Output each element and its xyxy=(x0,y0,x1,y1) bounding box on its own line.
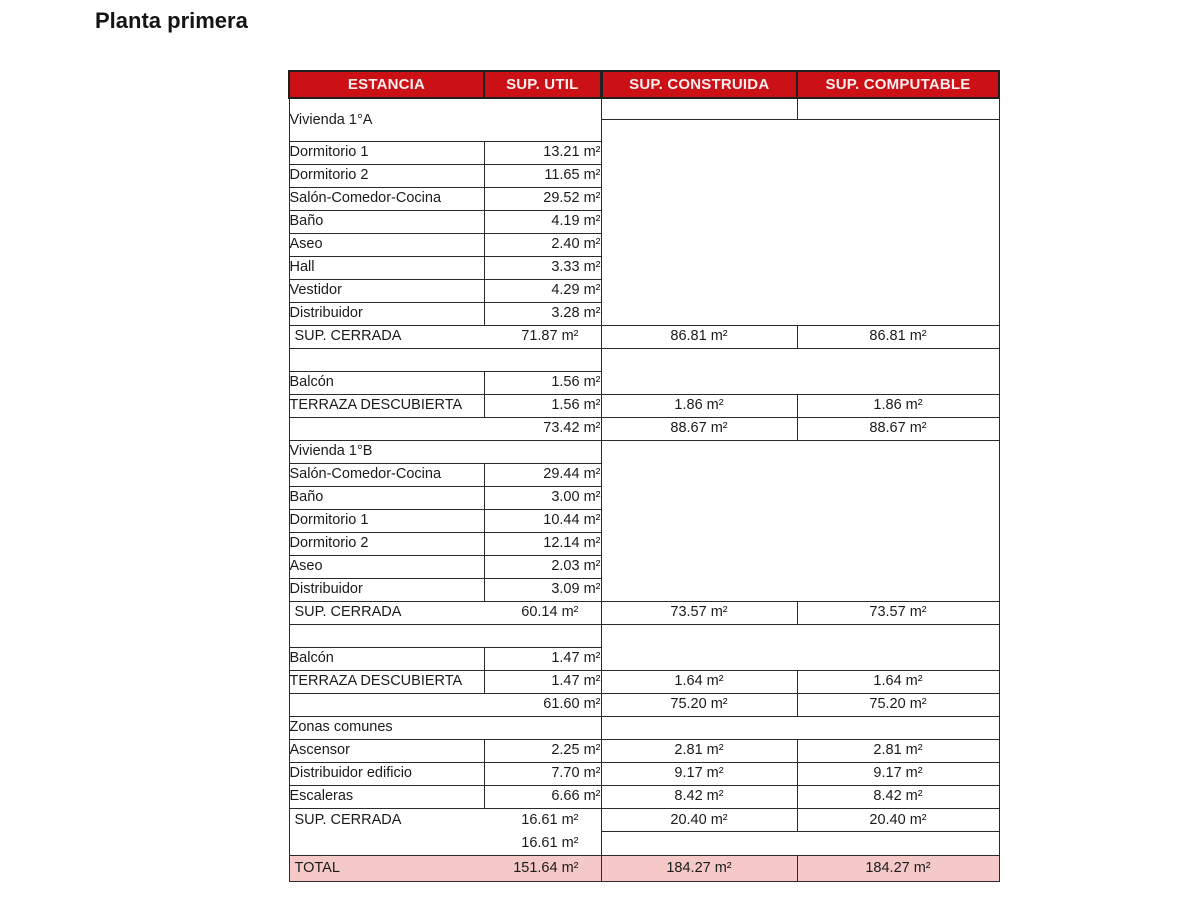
column-header-estancia: ESTANCIA xyxy=(289,71,484,98)
sum-value: 60.14 m² xyxy=(521,604,579,621)
empty-region-cell xyxy=(601,624,999,670)
empty-region-cell xyxy=(601,348,999,394)
table-row xyxy=(289,785,999,808)
sup-util-value-cell: 1.56 m² xyxy=(484,394,601,417)
area-value-cell: 1.64 m² xyxy=(797,670,999,693)
table-row xyxy=(289,762,999,785)
empty-cell xyxy=(601,832,999,856)
room-name-cell: Balcón xyxy=(289,371,484,394)
sup-util-value-cell: 12.14 m² xyxy=(484,532,601,555)
table-row xyxy=(289,670,999,693)
empty-cell xyxy=(797,98,999,119)
sup-util-value-cell: 4.29 m² xyxy=(484,279,601,302)
page-title: Planta primera xyxy=(95,8,248,33)
area-value-cell: 20.40 m² xyxy=(797,808,999,832)
sup-util-value-cell: 1.47 m² xyxy=(484,647,601,670)
room-name-cell: Distribuidor xyxy=(289,578,484,601)
empty-cell xyxy=(289,624,601,647)
room-name-cell: Distribuidor xyxy=(289,302,484,325)
table-row xyxy=(289,98,999,119)
room-name-cell: Ascensor xyxy=(289,739,484,762)
room-name-cell: Baño xyxy=(289,486,484,509)
area-value-cell: 8.42 m² xyxy=(601,785,797,808)
sup-util-value-cell: 7.70 m² xyxy=(484,762,601,785)
total-value-cell: 184.27 m² xyxy=(601,855,797,881)
room-name-cell: TERRAZA DESCUBIERTA xyxy=(289,670,484,693)
surface-areas-table xyxy=(288,70,1000,882)
table-row xyxy=(289,855,999,881)
table-row xyxy=(289,693,999,716)
table-row xyxy=(289,808,999,832)
room-name-cell: Salón-Comedor-Cocina xyxy=(289,187,484,210)
sum-value: 16.61 m² xyxy=(521,811,579,828)
room-name-cell: Balcón xyxy=(289,647,484,670)
column-header-sup-computable: SUP. COMPUTABLE xyxy=(797,71,999,98)
sup-util-value-cell: 29.44 m² xyxy=(484,463,601,486)
room-name-cell: Distribuidor edificio xyxy=(289,762,484,785)
table-row xyxy=(289,348,999,371)
room-name-cell: Baño xyxy=(289,210,484,233)
area-value-cell: 73.57 m² xyxy=(797,601,999,624)
area-value-cell: 75.20 m² xyxy=(601,693,797,716)
section-title-cell: Zonas comunes xyxy=(289,716,601,739)
sup-util-value-cell: 3.28 m² xyxy=(484,302,601,325)
room-name-cell: TERRAZA DESCUBIERTA xyxy=(289,394,484,417)
empty-region-cell xyxy=(601,119,999,325)
room-name-cell: Aseo xyxy=(289,555,484,578)
subtotal-value-cell: 73.42 m² xyxy=(289,417,601,440)
area-value-cell: 88.67 m² xyxy=(797,417,999,440)
area-value-cell: 1.64 m² xyxy=(601,670,797,693)
room-name-cell: Salón-Comedor-Cocina xyxy=(289,463,484,486)
sup-util-value-cell: 1.47 m² xyxy=(484,670,601,693)
sup-util-value-cell: 13.21 m² xyxy=(484,141,601,164)
subtotal-value-cell: 61.60 m² xyxy=(289,693,601,716)
column-header-sup-construida: SUP. CONSTRUIDA xyxy=(601,71,797,98)
empty-cell xyxy=(289,348,601,371)
sum-label: TOTAL xyxy=(294,859,340,876)
sup-util-value-cell: 2.25 m² xyxy=(484,739,601,762)
sup-util-value-cell: 1.56 m² xyxy=(484,371,601,394)
area-value-cell: 20.40 m² xyxy=(601,808,797,832)
sup-util-value-cell: 2.03 m² xyxy=(484,555,601,578)
area-value-cell: 88.67 m² xyxy=(601,417,797,440)
sup-util-value-cell: 29.52 m² xyxy=(484,187,601,210)
room-name-cell: Dormitorio 2 xyxy=(289,532,484,555)
room-name-cell: Dormitorio 1 xyxy=(289,141,484,164)
area-value-cell: 8.42 m² xyxy=(797,785,999,808)
section-title-cell: Vivienda 1°B xyxy=(289,440,601,463)
area-value-cell: 86.81 m² xyxy=(797,325,999,348)
room-name-cell: Dormitorio 2 xyxy=(289,164,484,187)
total-value-cell: 184.27 m² xyxy=(797,855,999,881)
sup-util-value-cell: 11.65 m² xyxy=(484,164,601,187)
table-body xyxy=(289,98,999,881)
sum-value: 151.64 m² xyxy=(513,859,579,876)
sup-util-value-cell: 4.19 m² xyxy=(484,210,601,233)
sup-util-value-cell: 3.00 m² xyxy=(484,486,601,509)
area-value-cell: 1.86 m² xyxy=(797,394,999,417)
empty-cell xyxy=(601,716,999,739)
table-row xyxy=(289,624,999,647)
sum-closed-row-cell xyxy=(289,601,601,624)
area-value-cell: 75.20 m² xyxy=(797,693,999,716)
area-value-cell: 73.57 m² xyxy=(601,601,797,624)
column-header-sup-util: SUP. UTIL xyxy=(484,71,601,98)
sum-label: SUP. CERRADA xyxy=(294,604,402,621)
table-row xyxy=(289,739,999,762)
area-value-cell: 1.86 m² xyxy=(601,394,797,417)
area-value-cell: 86.81 m² xyxy=(601,325,797,348)
table-header-row xyxy=(289,71,999,98)
area-value-cell: 9.17 m² xyxy=(601,762,797,785)
sup-util-value-cell: 6.66 m² xyxy=(484,785,601,808)
sup-util-value-cell: 3.09 m² xyxy=(484,578,601,601)
sup-util-value-cell: 2.40 m² xyxy=(484,233,601,256)
total-row-cell xyxy=(289,855,601,881)
table-row xyxy=(289,325,999,348)
room-name-cell: Escaleras xyxy=(289,785,484,808)
room-name-cell: Vestidor xyxy=(289,279,484,302)
area-value-cell: 9.17 m² xyxy=(797,762,999,785)
room-name-cell: Dormitorio 1 xyxy=(289,509,484,532)
sum-closed-stacked-cell xyxy=(289,808,601,855)
sum-value: 16.61 m² xyxy=(521,834,579,851)
sum-value: 71.87 m² xyxy=(521,328,579,345)
sup-util-value-cell: 10.44 m² xyxy=(484,509,601,532)
section-title-cell: Vivienda 1°A xyxy=(289,98,601,141)
empty-region-cell xyxy=(601,440,999,601)
table-row xyxy=(289,440,999,463)
sup-util-value-cell: 3.33 m² xyxy=(484,256,601,279)
sum-closed-row-cell xyxy=(289,325,601,348)
room-name-cell: Aseo xyxy=(289,233,484,256)
sum-label: SUP. CERRADA xyxy=(294,811,402,828)
table-row xyxy=(289,417,999,440)
area-value-cell: 2.81 m² xyxy=(601,739,797,762)
sum-label: SUP. CERRADA xyxy=(294,328,402,345)
table-row xyxy=(289,716,999,739)
table-row xyxy=(289,394,999,417)
room-name-cell: Hall xyxy=(289,256,484,279)
table-row xyxy=(289,601,999,624)
area-value-cell: 2.81 m² xyxy=(797,739,999,762)
empty-cell xyxy=(601,98,797,119)
